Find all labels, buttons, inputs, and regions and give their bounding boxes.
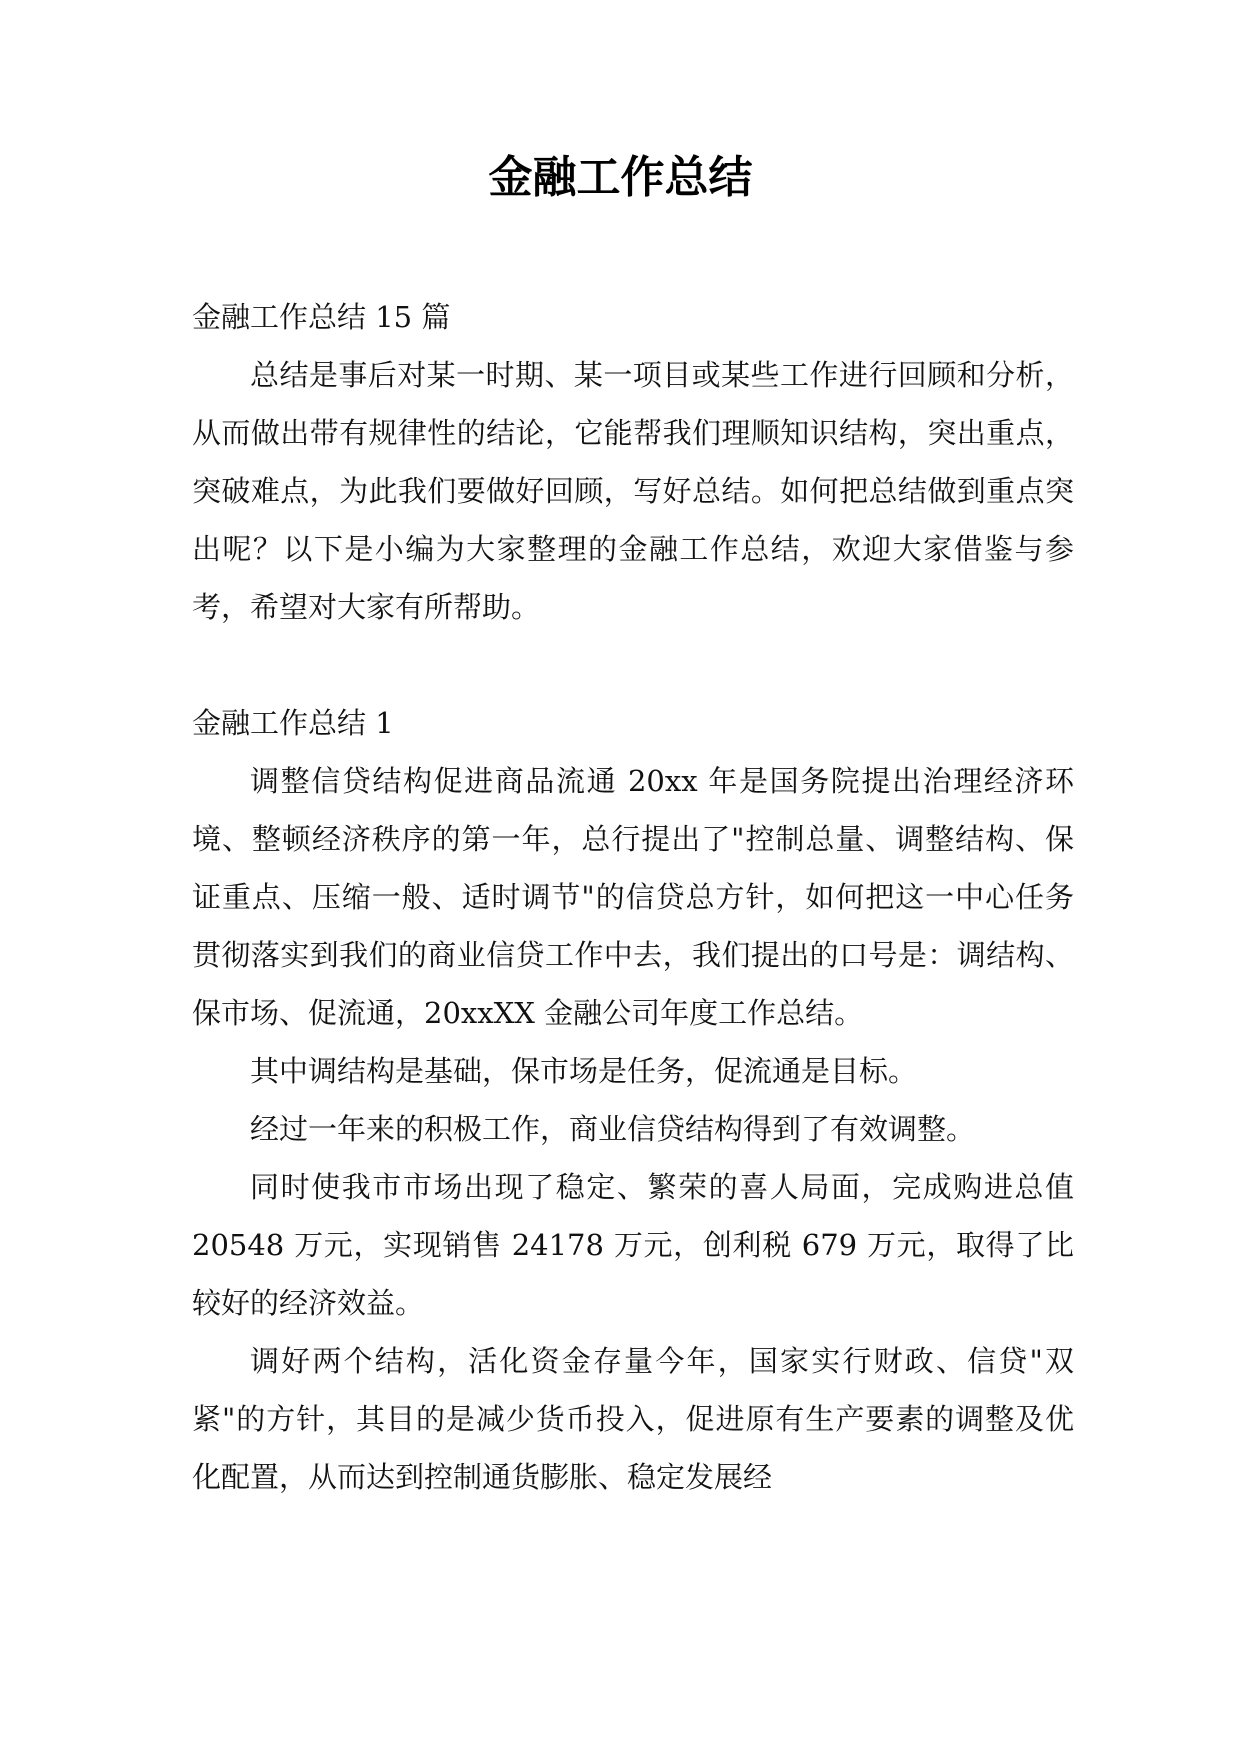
section-heading: 金融工作总结 1 — [192, 706, 394, 740]
document-title: 金融工作总结 — [488, 152, 753, 203]
section-spacer — [192, 636, 1074, 694]
intro-paragraph: 总结是事后对某一时期、某一项目或某些工作进行回顾和分析，从而做出带有规律性的结论，它能帮我们理顺知识结构，突出重点，突破难点，为此我们要做好回顾，写好总结。如何把总结做到重点突出呢？以下是小编为大家整理的金融工作总结，欢迎大家借鉴与参考，希望对大家有所帮助。 — [192, 358, 1074, 624]
body-paragraph: 调整信贷结构促进商品流通 20xx 年是国务院提出治理经济环境、整顿经济秩序的第一年，总行提出了"控制总量、调整结构、保证重点、压缩一般、适时调节"的信贷总方针，如何把这一中心任务贯彻落实到我们的商业信贷工作中去，我们提出的口号是：调结构、保市场、促流通，20xxXX 金融公司年度工作总结。 — [192, 764, 1074, 1030]
body-paragraph: 调好两个结构，活化资金存量今年，国家实行财政、信贷"双紧"的方针，其目的是减少货币投入，促进原有生产要素的调整及优化配置，从而达到控制通货膨胀、稳定发展经 — [192, 1344, 1074, 1494]
document-body — [192, 288, 1074, 1506]
series-heading: 金融工作总结 15 篇 — [192, 300, 451, 334]
body-paragraph: 同时使我市市场出现了稳定、繁荣的喜人局面，完成购进总值 20548 万元，实现销售 24178 万元，创利税 679 万元，取得了比较好的经济效益。 — [192, 1170, 1074, 1320]
body-paragraph: 其中调结构是基础，保市场是任务，促流通是目标。 — [250, 1054, 918, 1088]
body-paragraph: 经过一年来的积极工作，商业信贷结构得到了有效调整。 — [250, 1112, 976, 1146]
